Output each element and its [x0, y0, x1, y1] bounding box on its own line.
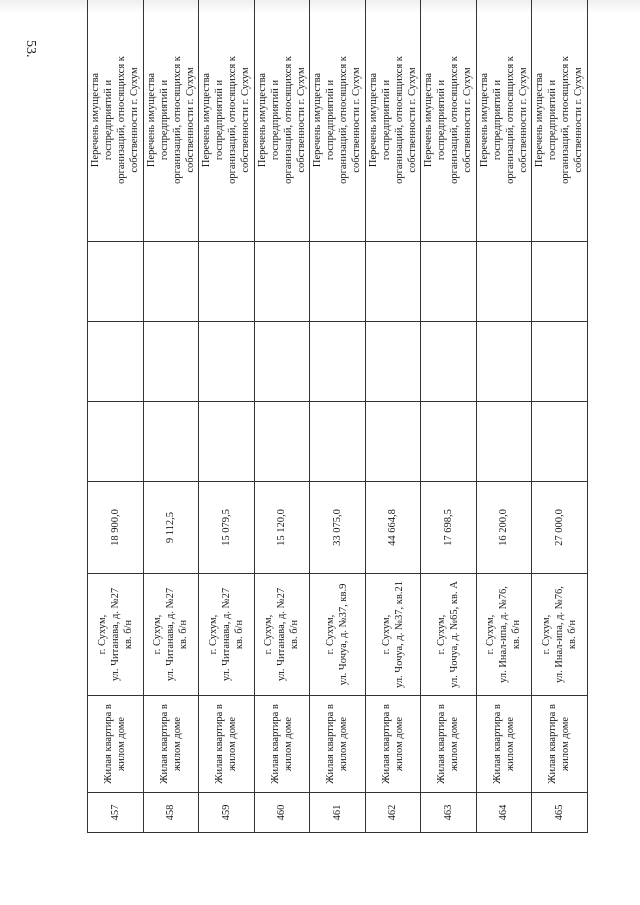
empty-cell [88, 402, 144, 482]
table-row [365, 0, 421, 833]
basis-note-cell-line: Перечень имущества [367, 72, 379, 168]
address-cell-line: г. Сухум, [485, 614, 497, 655]
basis-note-cell-line: Перечень имущества [256, 72, 268, 168]
address-cell-line: кв. б/н [122, 619, 134, 650]
address-cell [199, 574, 255, 696]
basis-note-cell [421, 0, 477, 242]
property-type-cell-line: Жилая квартира в [269, 704, 281, 784]
basis-note-cell [143, 0, 199, 242]
table-row [254, 0, 310, 833]
address-cell-line: кв. б/н [511, 619, 523, 650]
row-number-cell: 463 [421, 793, 477, 833]
address-cell-line: ул. Читанава, д. №27 [165, 587, 177, 682]
basis-note-cell [476, 0, 532, 242]
basis-note-cell [310, 0, 366, 242]
property-type-cell [532, 696, 588, 793]
basis-note-cell-line: госпредприятий и [380, 79, 392, 161]
address-cell-line: кв. б/н [178, 619, 190, 650]
basis-note-cell-line: организаций, относящихся к [449, 56, 461, 184]
row-number-cell: 462 [365, 793, 421, 833]
address-cell-line: ул. Чочуа, д. №37, кв.9 [338, 583, 350, 686]
empty-cell [143, 322, 199, 402]
row-number-cell: 458 [143, 793, 199, 833]
property-type-cell [421, 696, 477, 793]
empty-cell [476, 242, 532, 322]
property-type-cell [143, 696, 199, 793]
basis-note-cell-line: Перечень имущества [90, 72, 101, 168]
value-cell: 16 200,0 [476, 482, 532, 574]
property-type-cell-line: Жилая квартира в [380, 704, 392, 784]
address-cell-line: ул. Читанава, д. №27 [220, 587, 232, 682]
value-cell: 9 112,5 [143, 482, 199, 574]
basis-note-cell-line: госпредприятий и [214, 79, 226, 161]
property-type-cell [365, 696, 421, 793]
address-cell-line: ул. Инал-ипа, д. №76, [498, 586, 510, 683]
value-cell: 44 664,8 [365, 482, 421, 574]
basis-note-cell-line: госпредприятий и [436, 79, 448, 161]
basis-note-cell-line: Перечень имущества [534, 72, 545, 168]
empty-cell [143, 242, 199, 322]
property-type-cell-line: Жилая квартира в [547, 704, 559, 784]
property-table-body [88, 0, 588, 833]
basis-note-cell [365, 0, 421, 242]
basis-note-cell-line: Перечень имущества [423, 72, 434, 168]
address-cell [143, 574, 199, 696]
table-row [199, 0, 255, 833]
basis-note-cell-line: Перечень имущества [478, 72, 490, 168]
address-cell-line: ул. Инал-ипа, д. №76, [553, 586, 565, 683]
property-type-cell-line: жилом доме [449, 716, 461, 772]
row-number-cell: 461 [310, 793, 366, 833]
basis-note-cell-line: организаций, относящихся к [504, 56, 516, 184]
basis-note-cell-line: собственности г. Сухум [517, 67, 529, 173]
empty-cell [88, 242, 144, 322]
empty-cell [365, 242, 421, 322]
property-table [87, 0, 588, 833]
property-type-cell [254, 696, 310, 793]
property-type-cell [199, 696, 255, 793]
address-cell [421, 574, 477, 696]
basis-note-cell-line: собственности г. Сухум [406, 67, 418, 173]
basis-note-cell-line: госпредприятий и [491, 79, 503, 161]
property-type-cell-line: Жилая квартира в [158, 704, 170, 784]
property-type-cell-line: Жилая квартира в [491, 704, 503, 784]
address-cell-line: ул. Читанава, д. №27 [109, 587, 121, 682]
empty-cell [421, 402, 477, 482]
property-type-cell-line: жилом доме [393, 716, 405, 772]
empty-cell [476, 322, 532, 402]
address-cell-line: кв. б/н [289, 619, 301, 650]
basis-note-cell-line: организаций, относящихся к [227, 56, 239, 184]
property-type-cell-line: жилом доме [116, 716, 128, 772]
basis-note-cell [254, 0, 310, 242]
empty-cell [254, 402, 310, 482]
value-cell: 17 698,5 [421, 482, 477, 574]
address-cell-line: кв. б/н [566, 619, 578, 650]
value-cell: 18 900,0 [88, 482, 144, 574]
address-cell-line: ул. Читанава, д. №27 [276, 587, 288, 682]
basis-note-cell-line: организаций, относящихся к [338, 56, 350, 184]
empty-cell [310, 402, 366, 482]
basis-note-cell-line: госпредприятий и [325, 79, 337, 161]
property-type-cell [476, 696, 532, 793]
empty-cell [421, 242, 477, 322]
rotated-page [87, 55, 585, 833]
empty-cell [254, 322, 310, 402]
address-cell-line: ул. Чочуа, д. №37, кв.21 [393, 581, 405, 688]
address-cell-line: г. Сухум, [207, 614, 219, 655]
basis-note-cell [88, 0, 144, 242]
value-cell: 33 075,0 [310, 482, 366, 574]
basis-note-cell-line: собственности г. Сухум [573, 67, 585, 173]
address-cell-line: г. Сухум, [325, 614, 337, 655]
basis-note-cell [532, 0, 588, 242]
address-cell-line: г. Сухум, [540, 614, 552, 655]
empty-cell [199, 242, 255, 322]
row-number-cell: 464 [476, 793, 532, 833]
empty-cell [199, 322, 255, 402]
property-type-cell-line: Жилая квартира в [103, 704, 115, 784]
row-number-cell: 457 [88, 793, 144, 833]
row-number-cell: 460 [254, 793, 310, 833]
basis-note-cell-line: организаций, относящихся к [116, 56, 128, 184]
basis-note-cell-line: собственности г. Сухум [184, 67, 196, 173]
property-type-cell [88, 696, 144, 793]
value-cell: 15 079,5 [199, 482, 255, 574]
basis-note-cell-line: организаций, относящихся к [171, 56, 183, 184]
basis-note-cell-line: Перечень имущества [201, 72, 212, 168]
property-type-cell-line: Жилая квартира в [214, 704, 226, 784]
basis-note-cell-line: госпредприятий и [547, 79, 559, 161]
empty-cell [143, 402, 199, 482]
basis-note-cell-line: организаций, относящихся к [560, 56, 572, 184]
property-type-cell-line: жилом доме [282, 716, 294, 772]
basis-note-cell-line: собственности г. Сухум [462, 67, 474, 173]
basis-note-cell-line: собственности г. Сухум [129, 67, 141, 173]
empty-cell [365, 402, 421, 482]
address-cell [532, 574, 588, 696]
row-number-cell: 459 [199, 793, 255, 833]
address-cell [310, 574, 366, 696]
address-cell [88, 574, 144, 696]
basis-note-cell-line: госпредприятий и [103, 79, 115, 161]
basis-note-cell-line: собственности г. Сухум [240, 67, 252, 173]
address-cell-line: г. Сухум, [436, 614, 448, 655]
address-cell [254, 574, 310, 696]
empty-cell [365, 322, 421, 402]
address-cell-line: г. Сухум, [96, 614, 108, 655]
property-type-cell-line: жилом доме [338, 716, 350, 772]
empty-cell [254, 242, 310, 322]
empty-cell [532, 322, 588, 402]
page-number: 53. [23, 40, 38, 58]
value-cell: 15 120,0 [254, 482, 310, 574]
property-type-cell-line: жилом доме [504, 716, 516, 772]
empty-cell [421, 322, 477, 402]
basis-note-cell-line: собственности г. Сухум [295, 67, 307, 173]
basis-note-cell-line: госпредприятий и [158, 79, 170, 161]
address-cell [365, 574, 421, 696]
basis-note-cell [199, 0, 255, 242]
empty-cell [310, 322, 366, 402]
basis-note-cell-line: Перечень имущества [145, 72, 157, 168]
property-type-cell [310, 696, 366, 793]
empty-cell [532, 242, 588, 322]
address-cell-line: г. Сухум, [380, 614, 392, 655]
table-row [310, 0, 366, 833]
property-type-cell-line: жилом доме [227, 716, 239, 772]
row-number-cell: 465 [532, 793, 588, 833]
basis-note-cell-line: госпредприятий и [269, 79, 281, 161]
empty-cell [476, 402, 532, 482]
address-cell-line: кв. б/н [233, 619, 245, 650]
property-type-cell-line: Жилая квартира в [436, 704, 448, 784]
empty-cell [88, 322, 144, 402]
table-row [88, 0, 144, 833]
table-row [532, 0, 588, 833]
value-cell: 27 000,0 [532, 482, 588, 574]
basis-note-cell-line: организаций, относящихся к [393, 56, 405, 184]
property-type-cell-line: Жилая квартира в [325, 704, 337, 784]
empty-cell [199, 402, 255, 482]
basis-note-cell-line: Перечень имущества [312, 72, 323, 168]
basis-note-cell-line: организаций, относящихся к [282, 56, 294, 184]
property-type-cell-line: жилом доме [171, 716, 183, 772]
empty-cell [532, 402, 588, 482]
address-cell-line: г. Сухум, [152, 614, 164, 655]
address-cell-line: г. Сухум, [263, 614, 275, 655]
table-row [476, 0, 532, 833]
table-row [143, 0, 199, 833]
basis-note-cell-line: собственности г. Сухум [351, 67, 363, 173]
property-type-cell-line: жилом доме [560, 716, 572, 772]
address-cell-line: ул. Чочуа, д. №65, кв. А [449, 581, 461, 688]
empty-cell [310, 242, 366, 322]
table-row [421, 0, 477, 833]
address-cell [476, 574, 532, 696]
